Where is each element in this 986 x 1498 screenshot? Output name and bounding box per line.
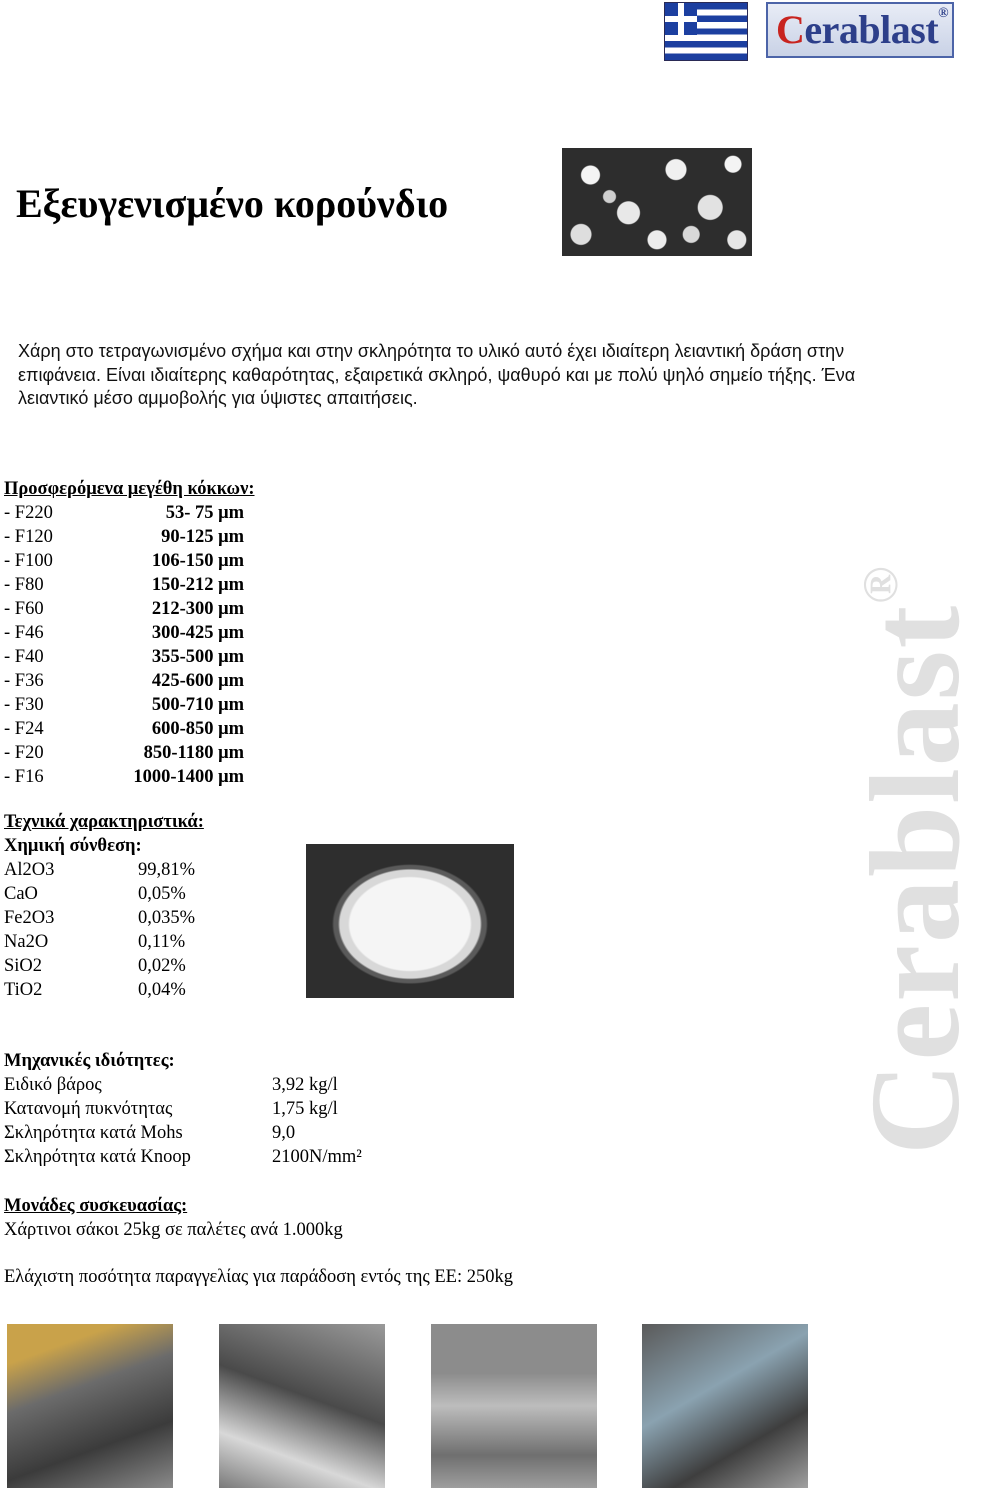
cerablast-logo[interactable] xyxy=(766,2,954,58)
technical-heading: Τεχνικά χαρακτηριστικά: xyxy=(4,812,204,832)
grain-size-code: - F220 xyxy=(4,503,53,523)
grain-size-range: 53- 75 μm xyxy=(165,503,244,523)
mechanical-value: 3,92 kg/l xyxy=(272,1075,338,1095)
grain-size-code: - F30 xyxy=(4,695,44,715)
chemical-formula: Al2O3 xyxy=(4,860,55,880)
chemical-value: 0,05% xyxy=(138,884,186,904)
grain-size-range: 500-710 μm xyxy=(151,695,244,715)
grain-size-row xyxy=(4,501,264,525)
chemical-value: 0,035% xyxy=(138,908,196,928)
mechanical-list xyxy=(4,1073,424,1169)
grain-size-range: 850-1180 μm xyxy=(143,743,244,763)
chemical-row xyxy=(4,930,294,954)
chemical-value: 99,81% xyxy=(138,860,196,880)
grain-size-code: - F120 xyxy=(4,527,53,547)
grain-size-range: 300-425 μm xyxy=(151,623,244,643)
chemical-formula: Na2O xyxy=(4,932,49,952)
grain-size-code: - F20 xyxy=(4,743,44,763)
grain-size-range: 106-150 μm xyxy=(151,551,244,571)
grain-sizes-list xyxy=(4,501,264,789)
chemical-formula: Fe2O3 xyxy=(4,908,55,928)
page-title: Εξευγενισμένο κορούνδιο xyxy=(16,181,449,226)
grain-size-row xyxy=(4,765,264,789)
watermark-registered-mark: ® xyxy=(852,564,908,604)
chemical-composition-list xyxy=(4,858,294,1002)
blasting-photo-2 xyxy=(219,1324,385,1488)
mechanical-value: 1,75 kg/l xyxy=(272,1099,338,1119)
greek-flag-icon[interactable] xyxy=(664,2,748,61)
grain-size-code: - F100 xyxy=(4,551,53,571)
grain-size-range: 425-600 μm xyxy=(151,671,244,691)
mechanical-row xyxy=(4,1073,424,1097)
grain-size-range: 355-500 μm xyxy=(151,647,244,667)
mechanical-property: Σκληρότητα κατά Mohs xyxy=(4,1123,183,1143)
grain-size-row xyxy=(4,669,264,693)
chemical-row xyxy=(4,978,294,1002)
mechanical-value: 9,0 xyxy=(272,1123,296,1143)
mechanical-row xyxy=(4,1097,424,1121)
mechanical-value: 2100N/mm² xyxy=(272,1147,362,1167)
grain-size-row xyxy=(4,621,264,645)
grain-size-range: 1000-1400 μm xyxy=(133,767,244,787)
mechanical-heading: Μηχανικές ιδιότητες: xyxy=(4,1051,175,1071)
powder-jar-photo xyxy=(306,844,514,998)
chemical-row xyxy=(4,858,294,882)
technical-section xyxy=(4,810,294,1002)
logo-registered-mark: ® xyxy=(938,6,949,21)
grain-size-row xyxy=(4,525,264,549)
mechanical-property: Σκληρότητα κατά Knoop xyxy=(4,1147,191,1167)
grain-size-range: 600-850 μm xyxy=(151,719,244,739)
grain-size-code: - F40 xyxy=(4,647,44,667)
chemical-value: 0,11% xyxy=(138,932,186,952)
grain-size-row xyxy=(4,549,264,573)
chemical-value: 0,02% xyxy=(138,956,186,976)
chemical-value: 0,04% xyxy=(138,980,186,1000)
blasting-photo-1 xyxy=(7,1324,173,1488)
logo-text: erablast xyxy=(804,7,939,52)
blasting-photo-3 xyxy=(431,1324,597,1488)
grain-size-row xyxy=(4,597,264,621)
mechanical-section xyxy=(4,1049,424,1169)
packaging-section xyxy=(4,1194,343,1242)
logo-first-letter: C xyxy=(776,7,805,52)
grain-size-row xyxy=(4,741,264,765)
corundum-crystals-photo xyxy=(562,148,752,256)
chemical-formula: SiO2 xyxy=(4,956,43,976)
mechanical-row xyxy=(4,1145,424,1169)
minimum-order-text: Ελάχιστη ποσότητα παραγγελίας για παράδοση εντός της ΕΕ: 250kg xyxy=(4,1267,513,1287)
grain-size-code: - F36 xyxy=(4,671,44,691)
grain-size-row xyxy=(4,645,264,669)
chemical-formula: CaO xyxy=(4,884,38,904)
grain-size-code: - F24 xyxy=(4,719,44,739)
mechanical-row xyxy=(4,1121,424,1145)
cerablast-watermark xyxy=(844,455,986,1155)
mechanical-property: Κατανομή πυκνότητας xyxy=(4,1099,173,1119)
intro-paragraph: Χάρη στο τετραγωνισμένο σχήμα και στην σκληρότητα το υλικό αυτό έχει ιδιαίτερη λειαντική δράση στην επιφάνεια. Είναι ιδιαίτερης καθαρότητας, εξαιρετικά σκληρό, ψαθυρό και με πολύ ψηλό σημείο τήξης. Ένα λειαντικό μέσο αμμοβολής για ύψιστες απαιτήσεις. xyxy=(18,341,856,408)
packaging-heading: Μονάδες συσκευασίας: xyxy=(4,1196,188,1216)
grain-sizes-heading: Προσφερόμενα μεγέθη κόκκων: xyxy=(4,479,255,499)
chemical-formula: TiO2 xyxy=(4,980,43,1000)
grain-size-row xyxy=(4,693,264,717)
grain-size-code: - F60 xyxy=(4,599,44,619)
grain-size-code: - F80 xyxy=(4,575,44,595)
flag-canton-cross xyxy=(665,3,697,35)
grain-size-range: 90-125 μm xyxy=(161,527,244,547)
packaging-text: Χάρτινοι σάκοι 25kg σε παλέτες ανά 1.000kg xyxy=(4,1220,343,1240)
mechanical-property: Ειδικό βάρος xyxy=(4,1075,102,1095)
grain-size-row xyxy=(4,573,264,597)
grain-sizes-section xyxy=(4,477,264,789)
chemical-row xyxy=(4,882,294,906)
blasting-photo-4 xyxy=(642,1324,808,1488)
chemical-row xyxy=(4,954,294,978)
grain-size-code: - F16 xyxy=(4,767,44,787)
chemical-composition-heading: Χημική σύνθεση: xyxy=(4,836,142,856)
grain-size-range: 212-300 μm xyxy=(151,599,244,619)
chemical-row xyxy=(4,906,294,930)
grain-size-row xyxy=(4,717,264,741)
grain-size-range: 150-212 μm xyxy=(151,575,244,595)
watermark-text: Cerablast xyxy=(844,603,986,1155)
grain-size-code: - F46 xyxy=(4,623,44,643)
